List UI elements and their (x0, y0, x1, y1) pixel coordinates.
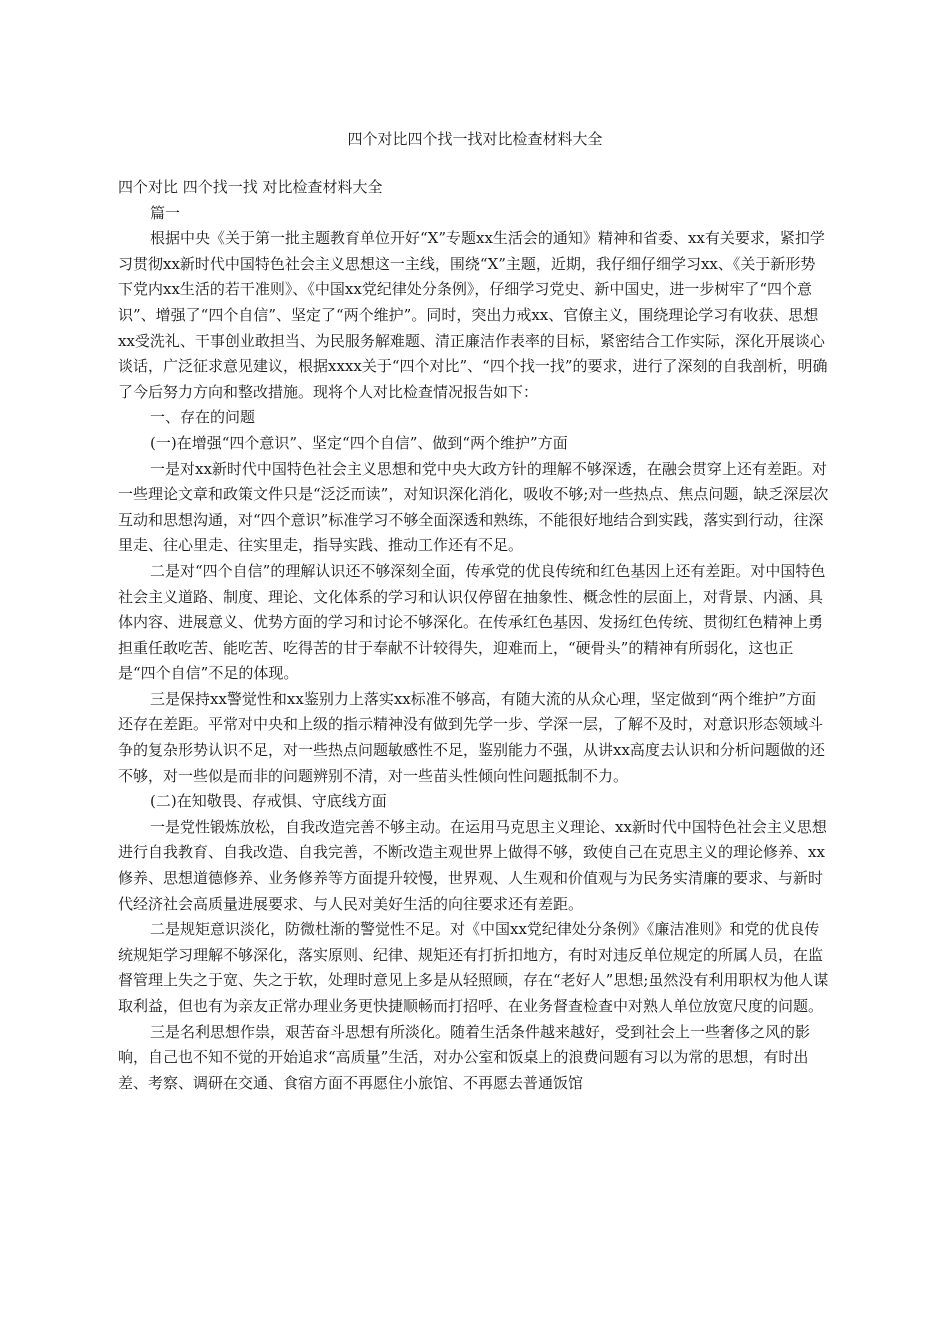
paragraph-intro: 根据中央《关于第一批主题教育单位开好“X”专题xx生活会的通知》精神和省委、xx有关要求，紧扣学习贯彻xx新时代中国特色社会主义思想这一主线，围绕“X”主题，近期，我仔细仔细学习xx、《关于新形势下党内xx生活的若干准则》、《中国xx党纪律处分条例》，仔细学习党史、新中国史，进一步树牢了“四个意识”、增强了“四个自信”、坚定了“两个维护”。同时，突出力戒xx、官僚主义，围绕理论学习有收获、思想xx受洗礼、干事创业敢担当、为民服务解难题、清正廉洁作表率的目标，紧密结合工作实际，深化开展谈心谈话，广泛征求意见建议，根据xxxx关于“四个对比”、“四个找一找”的要求，进行了深刻的自我剖析，明确了今后努力方向和整改措施。现将个人对比检查情况报告如下： (118, 229, 828, 401)
paragraph: 一是党性锻炼放松，自我改造完善不够主动。在运用马克思主义理论、xx新时代中国特色社会主义思想进行自我教育、自我改造、自我完善，不断改造主观世界上做得不够，致使自己在克思主义的理论修养、xx修养、思想道德修养、业务修养等方面提升较慢，世界观、人生观和价值观与为民务实清廉的要求、与新时代经济社会高质量进展要求、与人民对美好生活的向往要求还有差距。 (118, 817, 827, 913)
section-label: 篇一 (150, 203, 181, 222)
document-subtitle: 四个对比 四个找一找 对比检查材料大全 (118, 178, 383, 196)
heading-problems: 一、存在的问题 (150, 408, 256, 427)
subheading-2: (二)在知敬畏、存戒惧、守底线方面 (150, 792, 387, 811)
paragraph: 三是名利思想作祟，艰苦奋斗思想有所淡化。随着生活条件越来越好，受到社会上一些奢侈之风的影响，自己也不知不觉的开始追求“高质量”生活，对办公室和饭桌上的浪费问题有习以为常的思想，有时出差、考察、调研在交通、食宿方面不再愿住小旅馆、不再愿去普通饭馆 (118, 1022, 811, 1092)
document-body (118, 175, 830, 1096)
paragraph: 二是规矩意识淡化，防微杜渐的警觉性不足。对《中国xx党纪律处分条例》《廉洁准则》和党的优良传统规矩学习理解不够深化，落实原则、纪律、规矩还有打折扣地方，有时对违反单位规定的所属人员，在监督管理上失之于宽、失之于软，处理时意见上多是从轻照顾，存在“老好人”思想;虽然没有利用职权为他人谋取利益，但也有为亲友正常办理业务更快捷顺畅而打招呼、在业务督查检查中对熟人单位放宽尺度的问题。 (118, 920, 829, 1015)
subheading-1: (一)在增强“四个意识”、坚定“四个自信”、做到“两个维护”方面 (150, 433, 568, 452)
document-title: 四个对比四个找一找对比检查材料大全 (347, 130, 603, 148)
paragraph: 二是对“四个自信”的理解认识还不够深刻全面，传承党的优良传统和红色基因上还有差距。对中国特色社会主义道路、制度、理论、文化体系的学习和认识仅停留在抽象性、概念性的层面上，对背景、内涵、具体内容、进展意义、优势方面的学习和讨论不够深化。在传承红色基因、发扬红色传统、贯彻红色精神上勇担重任敢吃苦、能吃苦、吃得苦的甘于奉献不计较得失，迎难而上，“硬骨头”的精神有所弱化，这也正是“四个自信”不足的体现。 (118, 561, 826, 683)
paragraph: 三是保持xx警觉性和xx鉴别力上落实xx标准不够高，有随大流的从众心理，坚定做到“两个维护”方面还存在差距。平常对中央和上级的指示精神没有做到先学一步、学深一层，了解不及时，对意识形态领域斗争的复杂形势认识不足，对一些热点问题敏感性不足，鉴别能力不强，从讲xx高度去认识和分析问题做的还不够，对一些似是而非的问题辨别不清，对一些苗头性倾向性问题抵制不力。 (118, 689, 825, 785)
paragraph: 一是对xx新时代中国特色社会主义思想和党中央大政方针的理解不够深透，在融会贯穿上还有差距。对一些理论文章和政策文件只是“泛泛而读”，对知识深化消化，吸收不够;对一些热点、焦点问题，缺乏深层次互动和思想沟通，对“四个意识”标准学习不够全面深透和熟练，不能很好地结合到实践，落实到行动，往深里走、往心里走、往实里走，指导实践、推动工作还有不足。 (118, 459, 829, 555)
